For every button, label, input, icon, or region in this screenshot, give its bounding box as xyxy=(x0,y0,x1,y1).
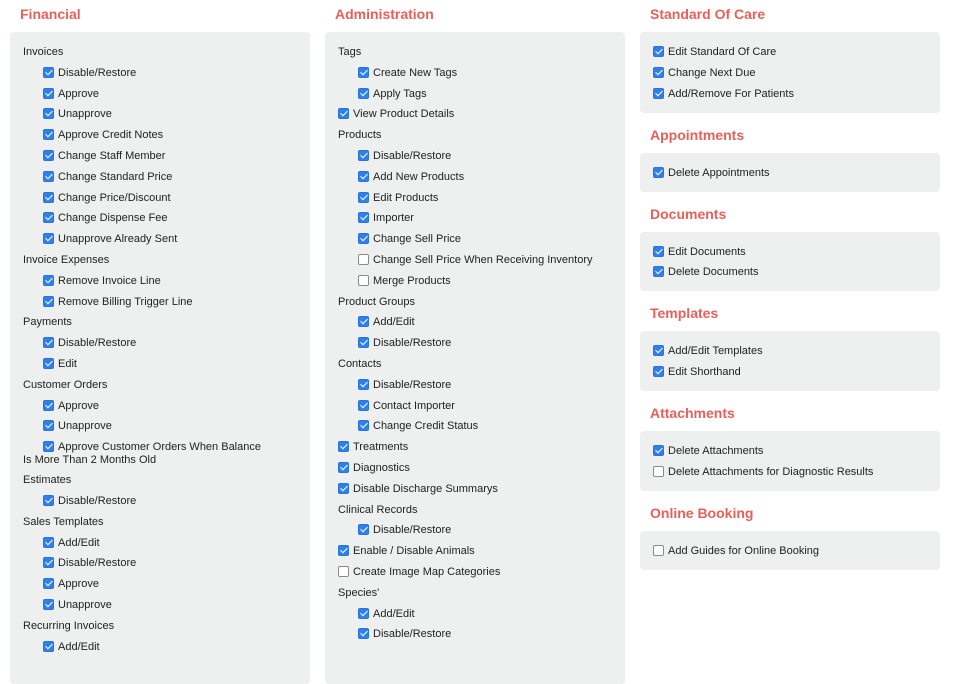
permission-row-change-credit-status[interactable] xyxy=(358,420,478,433)
permission-row-disable-restore[interactable] xyxy=(43,495,136,508)
permission-label: Add Guides for Online Booking xyxy=(668,545,820,557)
permission-label: Add/Edit xyxy=(373,316,415,329)
permission-row-edit[interactable] xyxy=(43,358,77,371)
checkbox-checked[interactable] xyxy=(43,578,54,589)
permission-label: Edit Shorthand xyxy=(668,366,741,379)
checkbox-checked[interactable] xyxy=(43,192,54,203)
permission-row-create-new-tags[interactable] xyxy=(358,67,457,80)
permission-row-change-sell-price-when-receiving-inventory[interactable] xyxy=(358,254,593,267)
permission-row-change-dispense-fee[interactable] xyxy=(43,212,167,225)
checkbox-checked[interactable] xyxy=(358,400,369,411)
group-label-invoices: Invoices xyxy=(23,46,64,58)
permission-row-unapprove[interactable] xyxy=(43,420,112,433)
permission-label: Edit Documents xyxy=(668,245,746,258)
group-label-estimates: Estimates xyxy=(23,474,72,487)
permission-row-edit-standard-of-care[interactable] xyxy=(653,46,776,59)
permission-row-change-sell-price[interactable] xyxy=(358,233,461,246)
permission-label: Approve xyxy=(58,578,99,591)
permission-label: Create New Tags xyxy=(373,66,458,79)
permission-label: Unapprove xyxy=(58,599,112,611)
checkbox-unchecked[interactable] xyxy=(653,545,664,556)
permission-row-change-staff-member[interactable] xyxy=(43,150,165,163)
permission-row-add-edit[interactable] xyxy=(358,316,415,329)
permission-label: Approve xyxy=(58,399,99,412)
section-heading-administration: Administration xyxy=(335,6,434,22)
checkbox-checked[interactable] xyxy=(358,524,369,535)
permission-row-disable-discharge-summarys[interactable] xyxy=(338,483,498,496)
checkbox-checked[interactable] xyxy=(43,296,54,307)
section-panel-standard-of-care xyxy=(640,32,940,113)
checkbox-checked[interactable] xyxy=(338,441,349,452)
permission-row-apply-tags[interactable] xyxy=(358,88,427,101)
permission-row-add-edit[interactable] xyxy=(43,641,100,654)
permission-label: Add/Remove For Patients xyxy=(668,87,794,100)
permission-label: Disable/Restore xyxy=(373,150,452,162)
checkbox-unchecked[interactable] xyxy=(358,254,369,265)
permission-row-disable-restore[interactable] xyxy=(358,150,451,163)
checkbox-checked[interactable] xyxy=(43,212,54,223)
permission-row-unapprove[interactable] xyxy=(43,599,112,612)
checkbox-checked[interactable] xyxy=(653,266,664,277)
permission-label: Add/Edit xyxy=(58,536,100,549)
permission-row-view-product-details[interactable] xyxy=(338,108,454,121)
checkbox-checked[interactable] xyxy=(653,345,664,356)
checkbox-checked[interactable] xyxy=(358,212,369,223)
checkbox-checked[interactable] xyxy=(43,400,54,411)
permission-row-edit-products[interactable] xyxy=(358,192,438,205)
permission-label: Disable/Restore xyxy=(58,495,137,507)
checkbox-checked[interactable] xyxy=(43,420,54,431)
checkbox-checked[interactable] xyxy=(338,545,349,556)
permission-row-delete-attachments-for-diagnostic-results[interactable] xyxy=(653,466,873,479)
permission-row-change-next-due[interactable] xyxy=(653,67,755,80)
checkbox-checked[interactable] xyxy=(338,462,349,473)
permission-row-add-guides-for-online-booking[interactable] xyxy=(653,545,819,558)
section-heading-standard-of-care: Standard Of Care xyxy=(650,6,766,22)
checkbox-checked[interactable] xyxy=(358,171,369,182)
permission-row-approve[interactable] xyxy=(43,88,99,101)
permission-label: Disable/Restore xyxy=(373,524,452,537)
checkbox-unchecked[interactable] xyxy=(358,275,369,286)
section-panel-documents xyxy=(640,232,940,292)
permission-row-remove-billing-trigger-line[interactable] xyxy=(43,296,193,309)
permission-row-remove-invoice-line[interactable] xyxy=(43,275,161,288)
section-panel-appointments xyxy=(640,153,940,192)
checkbox-checked[interactable] xyxy=(43,150,54,161)
group-label-sales-templates: Sales Templates xyxy=(23,515,104,528)
checkbox-checked[interactable] xyxy=(653,246,664,257)
permission-label: Change Sell Price When Receiving Inventory xyxy=(373,254,593,266)
permission-row-disable-restore[interactable] xyxy=(358,524,451,537)
checkbox-checked[interactable] xyxy=(358,88,369,99)
checkbox-checked[interactable] xyxy=(43,599,54,610)
checkbox-checked[interactable] xyxy=(358,150,369,161)
permission-label: Approve Customer Orders When Balance Is More Than 2 Months Old xyxy=(23,441,261,467)
section-heading-documents: Documents xyxy=(650,205,727,222)
checkbox-checked[interactable] xyxy=(43,641,54,652)
permission-row-edit-shorthand[interactable] xyxy=(653,366,741,379)
permission-label: Remove Invoice Line xyxy=(58,274,161,287)
permission-row-add-new-products[interactable] xyxy=(358,171,464,184)
permission-label: Approve xyxy=(58,87,99,100)
permission-row-diagnostics[interactable] xyxy=(338,462,410,475)
permission-label: Disable/Restore xyxy=(58,557,137,570)
section-panel-administration xyxy=(325,32,625,684)
permission-row-change-standard-price[interactable] xyxy=(43,171,172,184)
permission-label: Delete Attachments for Diagnostic Results xyxy=(668,465,874,478)
permission-label: Change Dispense Fee xyxy=(58,212,168,225)
permission-row-disable-restore[interactable] xyxy=(43,67,136,80)
checkbox-checked[interactable] xyxy=(358,337,369,348)
checkbox-checked[interactable] xyxy=(338,483,349,494)
permission-row-disable-restore[interactable] xyxy=(358,379,451,392)
checkbox-checked[interactable] xyxy=(43,171,54,182)
permission-label: Disable/Restore xyxy=(58,66,137,79)
section-panel-templates xyxy=(640,331,940,391)
permission-row-merge-products[interactable] xyxy=(358,275,451,288)
section-panel-financial xyxy=(10,32,310,684)
section-panel-attachments xyxy=(640,431,940,491)
section-heading-online-booking: Online Booking xyxy=(650,505,754,521)
group-label-recurring-invoices: Recurring Invoices xyxy=(23,619,115,632)
permission-label: Merge Products xyxy=(373,274,451,287)
checkbox-checked[interactable] xyxy=(43,88,54,99)
permission-label: Add/Edit xyxy=(58,640,100,653)
permission-row-edit-documents[interactable] xyxy=(653,246,746,259)
checkbox-checked[interactable] xyxy=(358,67,369,78)
permission-row-add-edit[interactable] xyxy=(358,608,415,621)
permission-label: Apply Tags xyxy=(373,87,427,100)
permission-label: View Product Details xyxy=(353,108,455,121)
permission-row-treatments[interactable] xyxy=(338,441,408,454)
checkbox-checked[interactable] xyxy=(653,366,664,377)
checkbox-checked[interactable] xyxy=(653,167,664,178)
permission-label: Unapprove xyxy=(58,420,112,433)
checkbox-checked[interactable] xyxy=(653,67,664,78)
permission-row-add-remove-for-patients[interactable] xyxy=(653,88,794,101)
checkbox-checked[interactable] xyxy=(43,495,54,506)
permission-row-delete-documents[interactable] xyxy=(653,266,759,279)
permission-label: Change Standard Price xyxy=(58,170,173,183)
permission-row-approve-credit-notes[interactable] xyxy=(43,129,163,142)
permission-label: Change Price/Discount xyxy=(58,191,171,204)
checkbox-unchecked[interactable] xyxy=(338,566,349,577)
checkbox-checked[interactable] xyxy=(43,441,54,452)
group-label-customer-orders: Customer Orders xyxy=(23,378,108,391)
permission-label: Disable/Restore xyxy=(373,337,452,350)
checkbox-unchecked[interactable] xyxy=(653,466,664,477)
checkbox-checked[interactable] xyxy=(43,358,54,369)
permission-label: Delete Appointments xyxy=(668,166,770,179)
permission-row-unapprove-already-sent[interactable] xyxy=(43,233,177,246)
permission-row-create-image-map-categories[interactable] xyxy=(338,566,500,579)
permission-row-disable-restore[interactable] xyxy=(43,557,136,570)
permission-label: Diagnostics xyxy=(353,462,410,474)
permission-label: Approve Credit Notes xyxy=(58,129,164,142)
section-heading-appointments: Appointments xyxy=(650,126,745,143)
group-label-clinical-records: Clinical Records xyxy=(338,503,418,516)
checkbox-checked[interactable] xyxy=(43,337,54,348)
permission-label: Disable Discharge Summarys xyxy=(353,482,498,495)
permission-row-unapprove[interactable] xyxy=(43,108,112,121)
group-label-payments: Payments xyxy=(23,316,72,329)
permission-row-delete-appointments[interactable] xyxy=(653,167,770,180)
permission-row-add-edit[interactable] xyxy=(43,537,100,550)
permission-row-contact-importer[interactable] xyxy=(358,400,455,413)
permission-row-approve[interactable] xyxy=(43,400,99,413)
permission-label: Add New Products xyxy=(373,170,465,183)
permission-label: Treatments xyxy=(353,441,409,454)
section-panel-online-booking xyxy=(640,531,940,570)
permission-row-delete-attachments[interactable] xyxy=(653,445,763,458)
group-label-invoice-expenses: Invoice Expenses xyxy=(23,254,110,266)
checkbox-checked[interactable] xyxy=(358,379,369,390)
checkbox-checked[interactable] xyxy=(653,46,664,57)
permission-row-approve[interactable] xyxy=(43,578,99,591)
group-label-contacts: Contacts xyxy=(338,358,382,370)
permission-label: Contact Importer xyxy=(373,399,455,412)
permission-label: Enable / Disable Animals xyxy=(353,545,475,558)
checkbox-checked[interactable] xyxy=(653,445,664,456)
checkbox-checked[interactable] xyxy=(358,192,369,203)
checkbox-checked[interactable] xyxy=(43,233,54,244)
permission-row-enable-disable-animals[interactable] xyxy=(338,545,475,558)
permission-row-importer[interactable] xyxy=(358,212,414,225)
checkbox-checked[interactable] xyxy=(358,628,369,639)
checkbox-checked[interactable] xyxy=(653,88,664,99)
checkbox-checked[interactable] xyxy=(43,67,54,78)
permission-row-change-price-discount[interactable] xyxy=(43,192,171,205)
permission-label: Change Next Due xyxy=(668,66,756,79)
permission-label: Unapprove xyxy=(58,108,112,121)
checkbox-checked[interactable] xyxy=(43,537,54,548)
permission-label: Disable/Restore xyxy=(373,628,452,641)
permission-label: Delete Documents xyxy=(668,266,759,279)
checkbox-checked[interactable] xyxy=(358,608,369,619)
permission-label: Add/Edit xyxy=(373,607,415,620)
section-heading-attachments: Attachments xyxy=(650,405,735,422)
checkbox-checked[interactable] xyxy=(43,129,54,140)
permission-label: Edit Products xyxy=(373,191,439,204)
permission-label: Disable/Restore xyxy=(58,337,137,350)
permission-label: Edit Standard Of Care xyxy=(668,46,777,58)
checkbox-checked[interactable] xyxy=(43,557,54,568)
section-heading-templates: Templates xyxy=(650,305,719,322)
permission-row-disable-restore[interactable] xyxy=(43,337,136,350)
permission-label: Remove Billing Trigger Line xyxy=(58,295,193,308)
checkbox-checked[interactable] xyxy=(358,233,369,244)
permission-row-disable-restore[interactable] xyxy=(358,337,451,350)
permission-row-add-edit-templates[interactable] xyxy=(653,345,763,358)
permission-row-approve-customer-orders-when-balance-is-more-than-2-months-old[interactable] xyxy=(3,441,270,467)
permission-label: Change Staff Member xyxy=(58,150,166,162)
group-label-species: Species' xyxy=(338,586,380,599)
permission-row-disable-restore[interactable] xyxy=(358,628,451,641)
permission-label: Unapprove Already Sent xyxy=(58,233,178,246)
permission-label: Importer xyxy=(373,212,414,225)
permission-label: Disable/Restore xyxy=(373,378,452,391)
permission-label: Edit xyxy=(58,358,77,370)
group-label-product-groups: Product Groups xyxy=(338,295,416,308)
group-label-products: Products xyxy=(338,129,382,142)
permission-label: Delete Attachments xyxy=(668,445,764,458)
checkbox-checked[interactable] xyxy=(358,420,369,431)
checkbox-checked[interactable] xyxy=(338,108,349,119)
group-label-tags: Tags xyxy=(338,46,362,58)
checkbox-checked[interactable] xyxy=(43,108,54,119)
permission-label: Change Sell Price xyxy=(373,233,462,246)
checkbox-checked[interactable] xyxy=(43,275,54,286)
permission-label: Add/Edit Templates xyxy=(668,345,763,358)
section-heading-financial: Financial xyxy=(20,6,81,22)
permission-label: Create Image Map Categories xyxy=(353,566,501,578)
checkbox-checked[interactable] xyxy=(358,316,369,327)
permission-label: Change Credit Status xyxy=(373,420,479,433)
